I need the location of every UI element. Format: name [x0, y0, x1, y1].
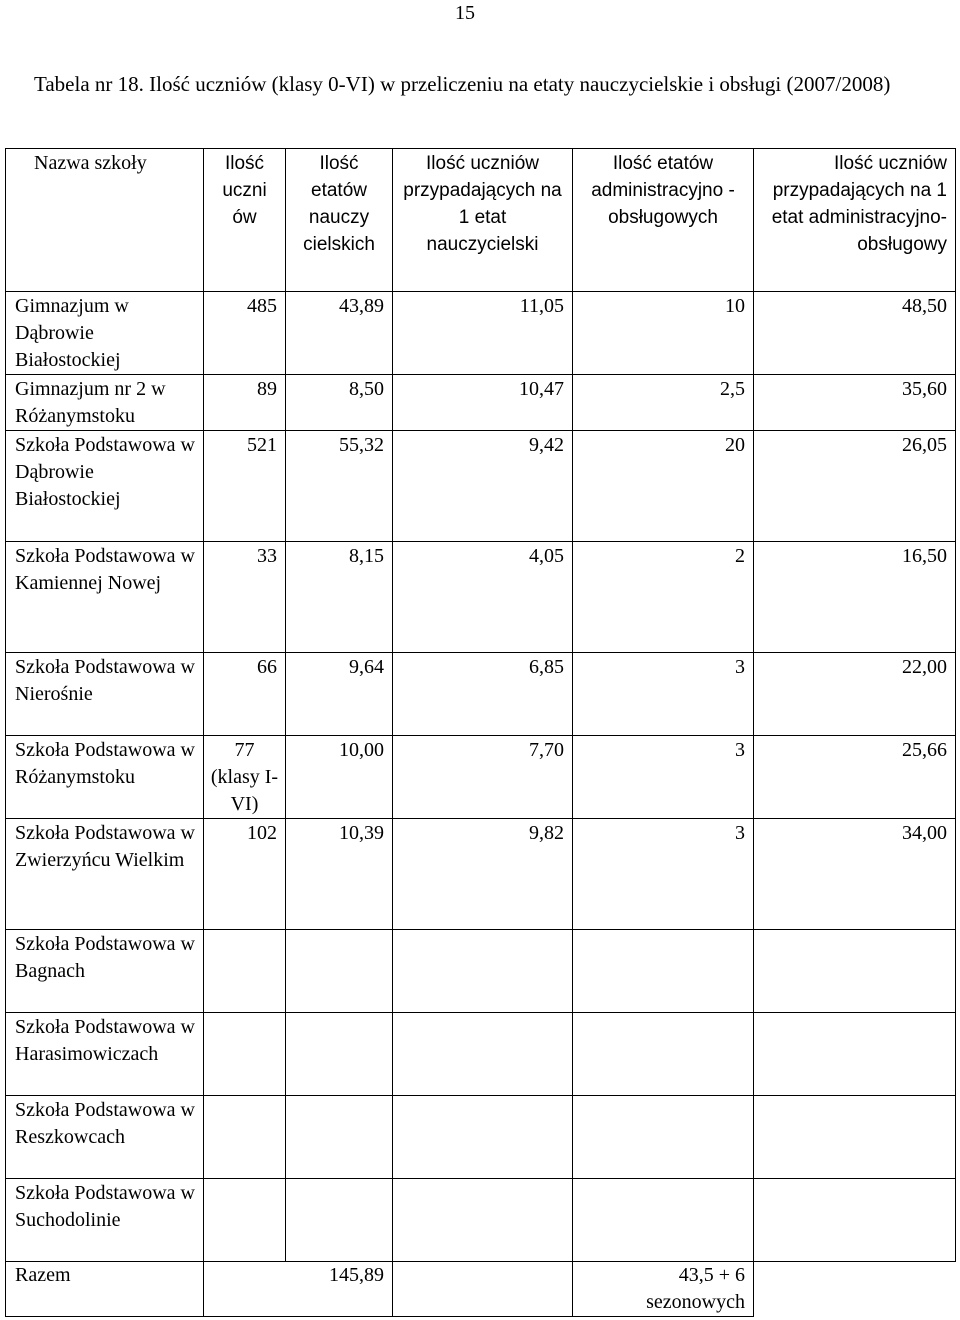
cell-students-per-teacher-post: 6,85	[393, 653, 573, 736]
cell-school-name: Szkoła Podstawowa w Suchodolinie	[6, 1179, 204, 1262]
cell-admin-posts: 2,5	[573, 375, 754, 431]
cell-students-per-teacher-post: 10,47	[393, 375, 573, 431]
cell-students-per-teacher-post	[393, 930, 573, 1013]
cell-students-per-teacher-post: 9,42	[393, 431, 573, 542]
cell-students: 66	[204, 653, 286, 736]
cell-students-per-teacher-post	[393, 1179, 573, 1262]
cell-teacher-posts	[286, 1096, 393, 1179]
table-row	[6, 375, 956, 431]
cell-school-name: Szkoła Podstawowa w Kamiennej Nowej	[6, 542, 204, 653]
cell-students-per-admin-post	[754, 930, 956, 1013]
cell-students: 33	[204, 542, 286, 653]
total-row	[6, 1262, 956, 1317]
cell-teacher-posts	[286, 930, 393, 1013]
table-row	[6, 542, 956, 653]
cell-school-name: Szkoła Podstawowa w Różanymstoku	[6, 736, 204, 819]
cell-teacher-posts	[286, 1179, 393, 1262]
cell-students: 77 (klasy I-VI)	[204, 736, 286, 819]
cell-school-name: Szkoła Podstawowa w Zwierzyńcu Wielkim	[6, 819, 204, 930]
cell-students-per-admin-post	[754, 1013, 956, 1096]
cell-students: 485	[204, 292, 286, 375]
cell-students-per-teacher-post: 9,82	[393, 819, 573, 930]
page-number: 15	[455, 2, 475, 24]
cell-admin-posts: 20	[573, 431, 754, 542]
cell-students	[204, 930, 286, 1013]
cell-admin-posts	[573, 1096, 754, 1179]
cell-teacher-posts: 10,00	[286, 736, 393, 819]
cell-students-per-teacher-post	[393, 1096, 573, 1179]
table-row	[6, 653, 956, 736]
cell-teacher-posts: 8,15	[286, 542, 393, 653]
cell-students: 89	[204, 375, 286, 431]
cell-school-name: Szkoła Podstawowa w Nierośnie	[6, 653, 204, 736]
table-row	[6, 930, 956, 1013]
cell-admin-posts: 3	[573, 653, 754, 736]
cell-students-per-admin-post: 48,50	[754, 292, 956, 375]
cell-school-name: Gimnazjum w Dąbrowie Białostockiej	[6, 292, 204, 375]
cell-students-per-teacher-post: 7,70	[393, 736, 573, 819]
cell-admin-posts: 10	[573, 292, 754, 375]
cell-students-per-teacher-post	[393, 1013, 573, 1096]
cell-students	[204, 1096, 286, 1179]
header-row	[6, 149, 956, 292]
table-row	[6, 736, 956, 819]
cell-students-per-teacher-post: 4,05	[393, 542, 573, 653]
cell-teacher-posts	[286, 1013, 393, 1096]
header-students-per-admin-post: Ilość uczniów przypadających na 1 etat administracyjno-obsługowy	[754, 149, 956, 292]
cell-students-per-admin-post: 22,00	[754, 653, 956, 736]
total-students-per-teacher-post	[393, 1262, 573, 1317]
total-admin-posts: 43,5 + 6 sezonowych	[573, 1262, 754, 1317]
table-caption: Tabela nr 18. Ilość uczniów (klasy 0-VI) w przeliczeniu na etaty nauczycielskie i obsługi (2007/2008)	[34, 72, 891, 96]
table-row	[6, 431, 956, 542]
cell-admin-posts	[573, 1013, 754, 1096]
table-row	[6, 1013, 956, 1096]
table-row	[6, 1179, 956, 1262]
cell-teacher-posts: 55,32	[286, 431, 393, 542]
header-teacher-posts: Ilość etatów nauczy cielskich	[286, 149, 393, 292]
cell-students-per-admin-post: 34,00	[754, 819, 956, 930]
total-label: Razem	[6, 1262, 204, 1317]
cell-students-per-admin-post: 25,66	[754, 736, 956, 819]
total-teacher-posts: 145,89	[286, 1262, 393, 1317]
cell-students-per-teacher-post: 11,05	[393, 292, 573, 375]
header-admin-posts: Ilość etatów administracyjno -obsługowych	[573, 149, 754, 292]
cell-school-name: Szkoła Podstawowa w Dąbrowie Białostockiej	[6, 431, 204, 542]
cell-school-name: Szkoła Podstawowa w Harasimowiczach	[6, 1013, 204, 1096]
cell-teacher-posts: 43,89	[286, 292, 393, 375]
header-school-name: Nazwa szkoły	[6, 149, 204, 292]
cell-students: 102	[204, 819, 286, 930]
cell-admin-posts: 3	[573, 736, 754, 819]
cell-admin-posts	[573, 930, 754, 1013]
cell-school-name: Gimnazjum nr 2 w Różanymstoku	[6, 375, 204, 431]
table-body	[6, 292, 956, 1262]
total-students-per-admin-post	[754, 1262, 956, 1317]
cell-students: 521	[204, 431, 286, 542]
header-students: Ilość uczni ów	[204, 149, 286, 292]
table-row	[6, 292, 956, 375]
cell-admin-posts	[573, 1179, 754, 1262]
cell-students	[204, 1179, 286, 1262]
table-row	[6, 819, 956, 930]
cell-teacher-posts: 9,64	[286, 653, 393, 736]
cell-students-per-admin-post: 16,50	[754, 542, 956, 653]
cell-students-per-admin-post: 26,05	[754, 431, 956, 542]
cell-students	[204, 1013, 286, 1096]
cell-students-per-admin-post	[754, 1096, 956, 1179]
cell-teacher-posts: 10,39	[286, 819, 393, 930]
cell-school-name: Szkoła Podstawowa w Bagnach	[6, 930, 204, 1013]
cell-admin-posts: 2	[573, 542, 754, 653]
table-row	[6, 1096, 956, 1179]
cell-students-per-admin-post: 35,60	[754, 375, 956, 431]
school-staffing-table	[5, 148, 956, 1317]
cell-students-per-admin-post	[754, 1179, 956, 1262]
total-students	[204, 1262, 286, 1317]
cell-teacher-posts: 8,50	[286, 375, 393, 431]
cell-school-name: Szkoła Podstawowa w Reszkowcach	[6, 1096, 204, 1179]
cell-admin-posts: 3	[573, 819, 754, 930]
header-students-per-teacher-post: Ilość uczniów przypadających na 1 etat nauczycielski	[393, 149, 573, 292]
